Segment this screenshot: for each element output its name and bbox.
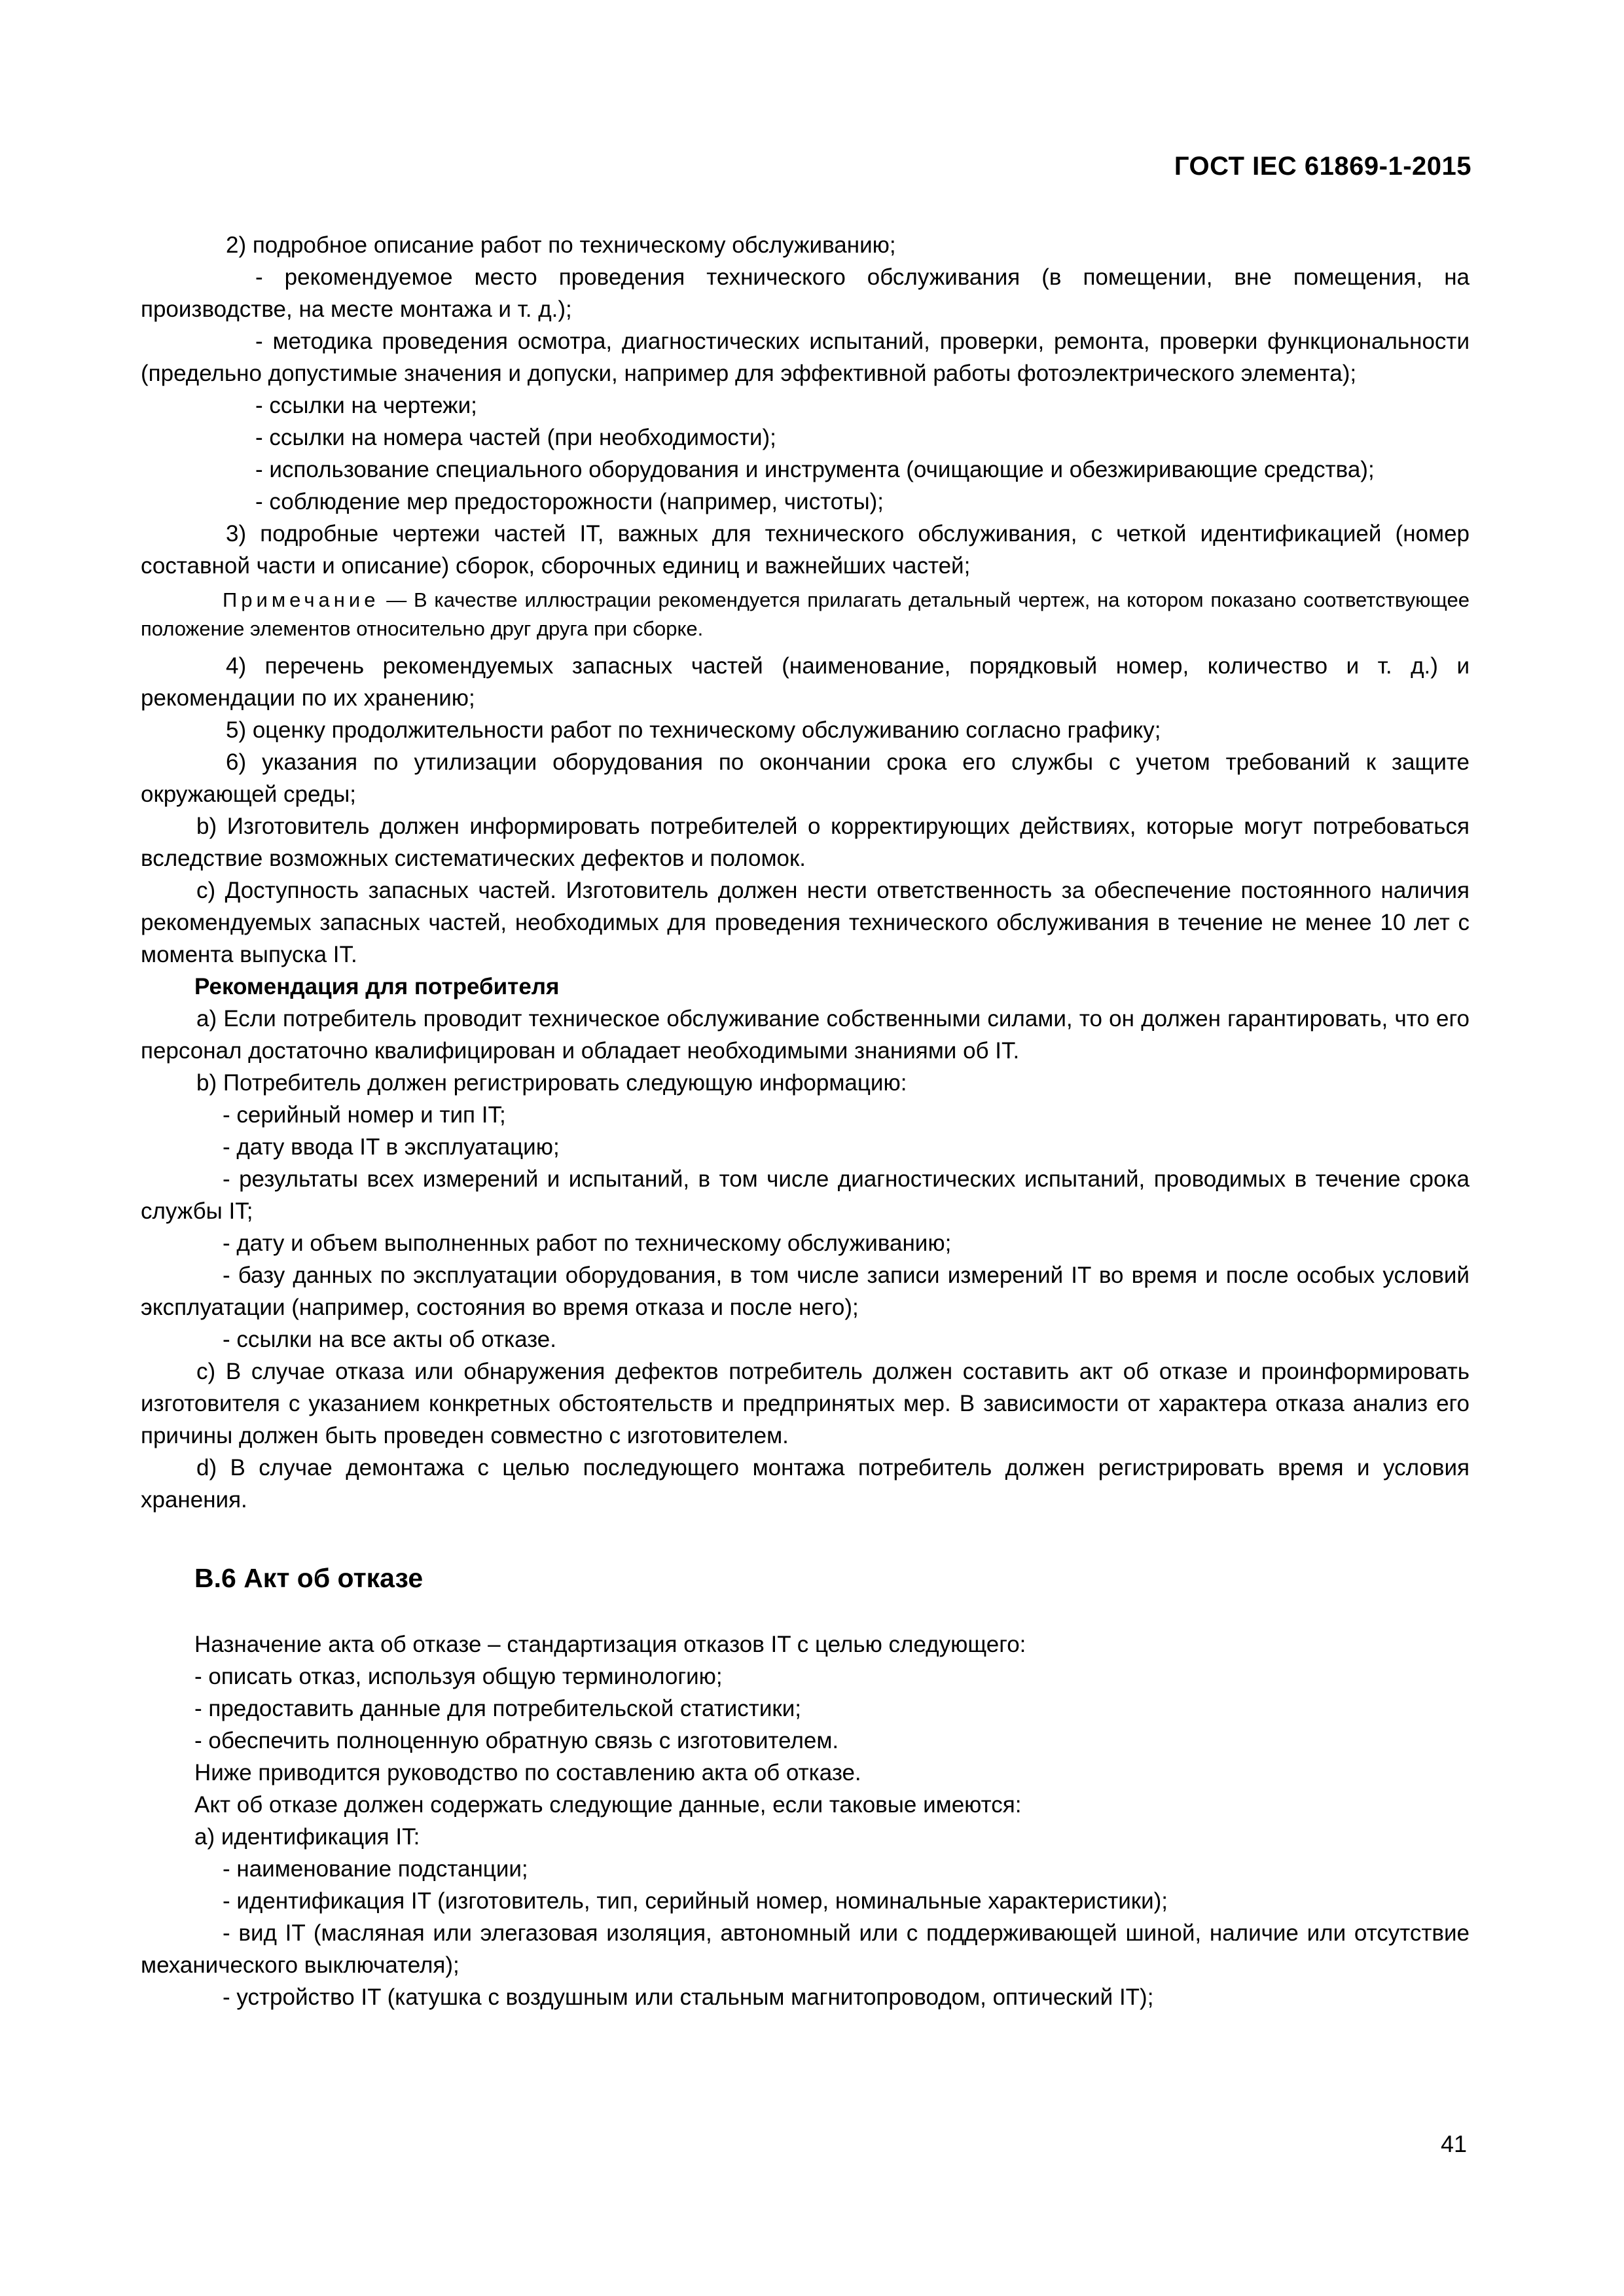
note-label: Примечание [223,588,380,611]
paragraph: 3) подробные чертежи частей IT, важных для технического обслуживания, с четкой идентификацией (номер составной части и описание) сборок, сборочных единиц и важнейших частей; [141,521,1470,579]
paragraph: b) Изготовитель должен информировать потребителей о корректирующих действиях, которые могут потребоваться вследствие возможных систематических дефектов и поломок. [141,814,1470,871]
paragraph: a) Если потребитель проводит техническое обслуживание собственными силами, то он должен гарантировать, что его персонал достаточно квалифицирован и обладает необходимыми знаниями об IT. [141,1006,1470,1064]
paragraph: b) Потребитель должен регистрировать следующую информацию: [196,1070,907,1096]
list-item: - рекомендуемое место проведения технического обслуживания (в помещении, вне помещения, на производстве, на месте монтажа и т. д.); [141,264,1470,322]
consumer-heading: Рекомендация для потребителя [194,974,560,999]
paragraph: c) В случае отказа или обнаружения дефектов потребитель должен составить акт об отказе и проинформировать изготовителя с указанием конкретных обстоятельств и предпринятых мер. В зависимости от характера отказа анализ его причины должен быть проведен совместно с изготовителем. [141,1359,1470,1448]
list-item: - базу данных по эксплуатации оборудования, в том числе записи измерений IT во время и после особых условий эксплуатации (например, состояния во время отказа и после него); [141,1263,1470,1320]
list-item: - устройство IT (катушка с воздушным или стальным магнитопроводом, оптический IT); [223,1984,1154,2010]
list-item: - наименование подстанции; [223,1856,528,1882]
list-item: - серийный номер и тип IT; [223,1102,506,1128]
list-item: - использование специального оборудования и инструмента (очищающие и обезжиривающие средства); [255,457,1375,482]
paragraph: 5) оценку продолжительности работ по техническому обслуживанию согласно графику; [226,717,1161,743]
note-text: — В качестве иллюстрации рекомендуется прилагать детальный чертеж, на котором показано соответствующее положение элементов относительно друг друга при сборке. [141,588,1470,640]
list-item: - дату ввода IT в эксплуатацию; [223,1134,560,1160]
paragraph: d) В случае демонтажа с целью последующего монтажа потребитель должен регистрировать время и условия хранения. [141,1455,1470,1513]
list-item: - ссылки на чертежи; [255,393,477,418]
list-item: - ссылки на номера частей (при необходимости); [255,425,776,450]
list-item: - предоставить данные для потребительской статистики; [194,1696,801,1721]
paragraph: Ниже приводится руководство по составлению акта об отказе. [194,1760,861,1785]
list-item: - соблюдение мер предосторожности (например, чистоты); [255,489,884,514]
document-header: ГОСТ IEC 61869-1-2015 [1174,152,1471,181]
section-title: B.6 Акт об отказе [194,1563,424,1593]
list-item: - методика проведения осмотра, диагностических испытаний, проверки, ремонта, проверки функциональности (предельно допустимые значения и допуски, например для эффективной работы фотоэлектрического элемента); [141,329,1470,386]
list-item: - ссылки на все акты об отказе. [223,1327,556,1352]
note [141,586,1470,643]
paragraph: c) Доступность запасных частей. Изготовитель должен нести ответственность за обеспечение постоянного наличия рекомендуемых запасных частей, необходимых для проведения технического обслуживания в течение не менее 10 лет с момента выпуска IT. [141,878,1470,967]
document-body [141,229,1470,2013]
page-number: 41 [1440,2130,1467,2157]
paragraph: 6) указания по утилизации оборудования по окончании срока его службы с учетом требований к защите окружающей среды; [141,749,1470,807]
list-item: - вид IT (масляная или элегазовая изоляция, автономный или с поддерживающей шиной, наличие или отсутствие механического выключателя); [141,1920,1470,1978]
paragraph: 2) подробное описание работ по техническому обслуживанию; [226,232,896,258]
paragraph: Назначение акта об отказе – стандартизация отказов IT с целью следующего: [194,1632,1026,1657]
paragraph: Акт об отказе должен содержать следующие данные, если таковые имеются: [194,1792,1022,1818]
list-item: - обеспечить полноценную обратную связь с изготовителем. [194,1728,839,1753]
list-item: - результаты всех измерений и испытаний, в том числе диагностических испытаний, проводимых в течение срока службы IT; [141,1166,1470,1224]
list-item: - дату и объем выполненных работ по техническому обслуживанию; [223,1230,952,1256]
list-item: - описать отказ, используя общую терминологию; [194,1664,723,1689]
paragraph: 4) перечень рекомендуемых запасных частей (наименование, порядковый номер, количество и т. д.) и рекомендации по их хранению; [141,653,1470,711]
list-item: - идентификация IT (изготовитель, тип, серийный номер, номинальные характеристики); [223,1888,1168,1914]
paragraph: a) идентификация IT: [194,1824,420,1850]
